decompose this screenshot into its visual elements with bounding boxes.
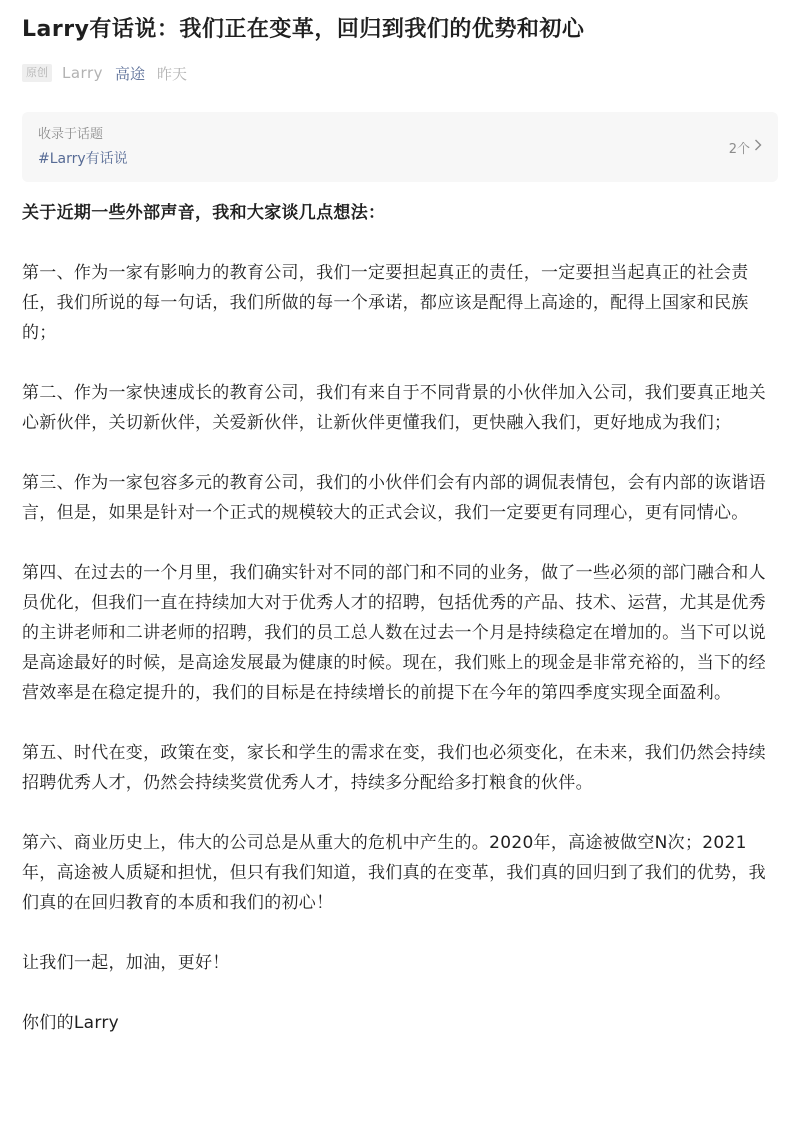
signature: 你们的Larry [22, 1013, 120, 1033]
author-name: Larry [62, 64, 103, 82]
original-badge: 原创 [22, 64, 52, 82]
article-meta [22, 62, 778, 84]
closing-paragraph: 让我们一起，加油，更好！ [22, 953, 230, 973]
topic-info [38, 125, 128, 170]
article-body [22, 198, 778, 1038]
paragraph-3: 第三、作为一家包容多元的教育公司，我们的小伙伴们会有内部的调侃表情包，会有内部的诙谐语言，但是，如果是针对一个正式的规模较大的正式会议，我们一定要更有同理心，更有同情心。 [22, 473, 766, 523]
paragraph-1: 第一、作为一家有影响力的教育公司，我们一定要担起真正的责任，一定要担当起真正的社会责任，我们所说的每一句话，我们所做的每一个承诺，都应该是配得上高途的，配得上国家和民族的； [22, 263, 749, 343]
account-link[interactable]: 高途 [115, 64, 146, 83]
paragraph-4: 第四、在过去的一个月里，我们确实针对不同的部门和不同的业务，做了一些必须的部门融合和人员优化，但我们一直在持续加大对于优秀人才的招聘，包括优秀的产品、技术、运营，尤其是优秀的主讲老师和二讲老师的招聘，我们的员工总人数在过去一个月是持续稳定在增加的。当下可以说是高途最好的时候，是高途发展最为健康的时候。现在，我们账上的现金是非常充裕的，当下的经营效率是在稳定提升的，我们的目标是在持续增长的前提下在今年的第四季度实现全面盈利。 [22, 563, 766, 703]
article-title: Larry有话说：我们正在变革，回归到我们的优势和初心 [22, 17, 585, 42]
topic-count-link[interactable] [729, 138, 762, 157]
lead-paragraph: 关于近期一些外部声音，我和大家谈几点想法： [22, 203, 386, 223]
topic-tag-link[interactable]: #Larry有话说 [38, 150, 128, 167]
paragraph-6: 第六、商业历史上，伟大的公司总是从重大的危机中产生的。2020年，高途被做空N次；2021年，高途被人质疑和担忧，但只有我们知道，我们真的在变革，我们真的回归到了我们的优势，我们真的在回归教育的本质和我们的初心！ [22, 833, 766, 913]
chevron-right-icon [754, 139, 762, 155]
topic-card[interactable] [22, 112, 778, 182]
topic-count: 2个 [728, 141, 750, 157]
publish-date: 昨天 [157, 64, 188, 83]
topic-label: 收录于话题 [38, 126, 104, 142]
paragraph-5: 第五、时代在变，政策在变，家长和学生的需求在变，我们也必须变化，在未来，我们仍然会持续招聘优秀人才，仍然会持续奖赏优秀人才，持续多分配给多打粮食的伙伴。 [22, 743, 766, 793]
paragraph-2: 第二、作为一家快速成长的教育公司，我们有来自于不同背景的小伙伴加入公司，我们要真正地关心新伙伴，关切新伙伴，关爱新伙伴，让新伙伴更懂我们，更快融入我们，更好地成为我们； [22, 383, 766, 433]
